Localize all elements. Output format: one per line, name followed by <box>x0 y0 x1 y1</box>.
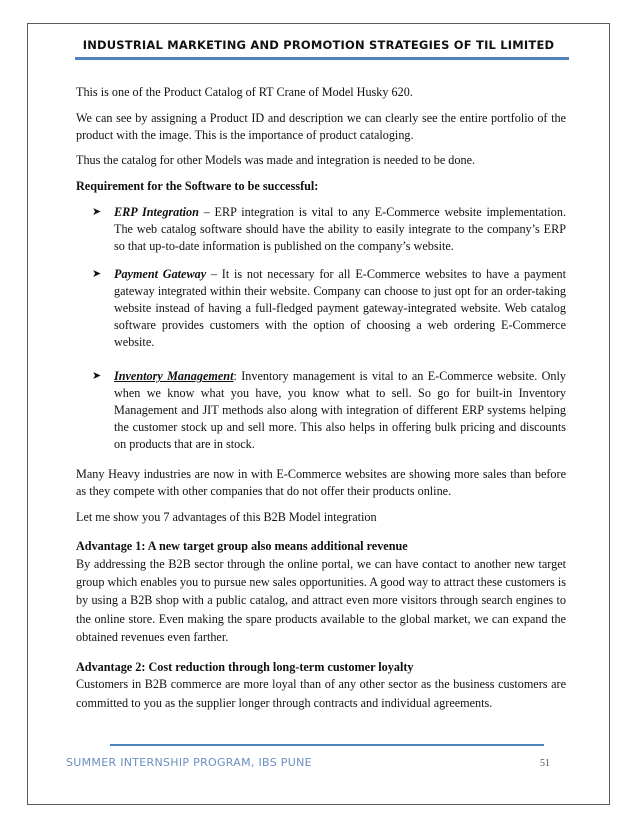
arrow-bullet-icon: ➤ <box>92 204 102 218</box>
paragraph-advantages-intro: Let me show you 7 advantages of this B2B Model integration <box>76 509 377 524</box>
paragraph-product-id: We can see by assigning a Product ID and description we can clearly see the entire portfolio of the product with the image. This is the importance of product cataloging. <box>76 110 566 142</box>
requirement-term: Payment Gateway <box>114 267 207 282</box>
requirement-text: – ERP integration is vital to any E-Commerce website implementation. The web catalog software should have the ability to easily integrate to the company’s ERP so that up-to-date information is published on the company’s website. <box>114 204 566 253</box>
header-rule <box>75 57 569 60</box>
requirements-heading: Requirement for the Software to be successful: <box>76 179 319 194</box>
requirement-term: Inventory Management <box>114 369 234 384</box>
requirement-inventory-management <box>76 368 566 452</box>
requirement-term: ERP Integration <box>114 204 199 219</box>
advantage-1-heading: Advantage 1: A new target group also means additional revenue <box>76 538 408 553</box>
paragraph-catalog-intro: This is one of the Product Catalog of RT Crane of Model Husky 620. <box>76 85 413 99</box>
requirement-payment-gateway <box>76 266 566 350</box>
page-content <box>76 84 566 721</box>
requirement-erp-integration <box>76 204 566 254</box>
paragraph-integration-needed: Thus the catalog for other Models was made and integration is needed to be done. <box>76 153 476 168</box>
arrow-bullet-icon: ➤ <box>92 267 102 281</box>
paragraph-heavy-industries: Many Heavy industries are now in with E-Commerce websites are showing more sales than before as they compete with other companies that do not offer their products online. <box>76 467 566 499</box>
requirement-text: : Inventory management is vital to an E-Commerce website. Only when we know what you have, you know what to sell. So go for built-in Inventory Management and JIT methods also along with integration of different ERP systems helping the customer stock up and sell more. This also helps in offering bulk pricing and discounts on products that are in stock. <box>114 369 567 451</box>
requirement-text: – It is not necessary for all E-Commerce websites to have a payment gateway integrated within their website. Company can choose to just opt for an order-taking website instead of having a full-fledged payment gateway-integrated website. Web catalog software provides customers with the option of choosing a web ordering E-Commerce website. <box>114 267 567 349</box>
arrow-bullet-icon: ➤ <box>92 369 102 383</box>
footer-rule <box>110 744 544 746</box>
running-header-title: INDUSTRIAL MARKETING AND PROMOTION STRATEGIES OF TIL LIMITED <box>82 38 555 52</box>
footer-program-name: SUMMER INTERNSHIP PROGRAM, IBS PUNE <box>66 756 312 769</box>
requirements-list <box>76 204 566 452</box>
advantage-1-text: By addressing the B2B sector through the online portal, we can have contact to another new target group which enables you to pursue new sales opportunities. A good way to attract these customers is by using a B2B shop with a public catalog, and attract even more visitors through search engines to the online store. Even making the spare products available to the global market, we can expand the obtained revenues even farther. <box>76 556 566 645</box>
page-number: 51 <box>540 758 550 769</box>
advantage-2-heading: Advantage 2: Cost reduction through long-term customer loyalty <box>76 659 414 674</box>
advantage-2-text: Customers in B2B commerce are more loyal than of any other sector as the business customers are committed to you as the supplier longer through contracts and individual agreements. <box>76 677 566 710</box>
